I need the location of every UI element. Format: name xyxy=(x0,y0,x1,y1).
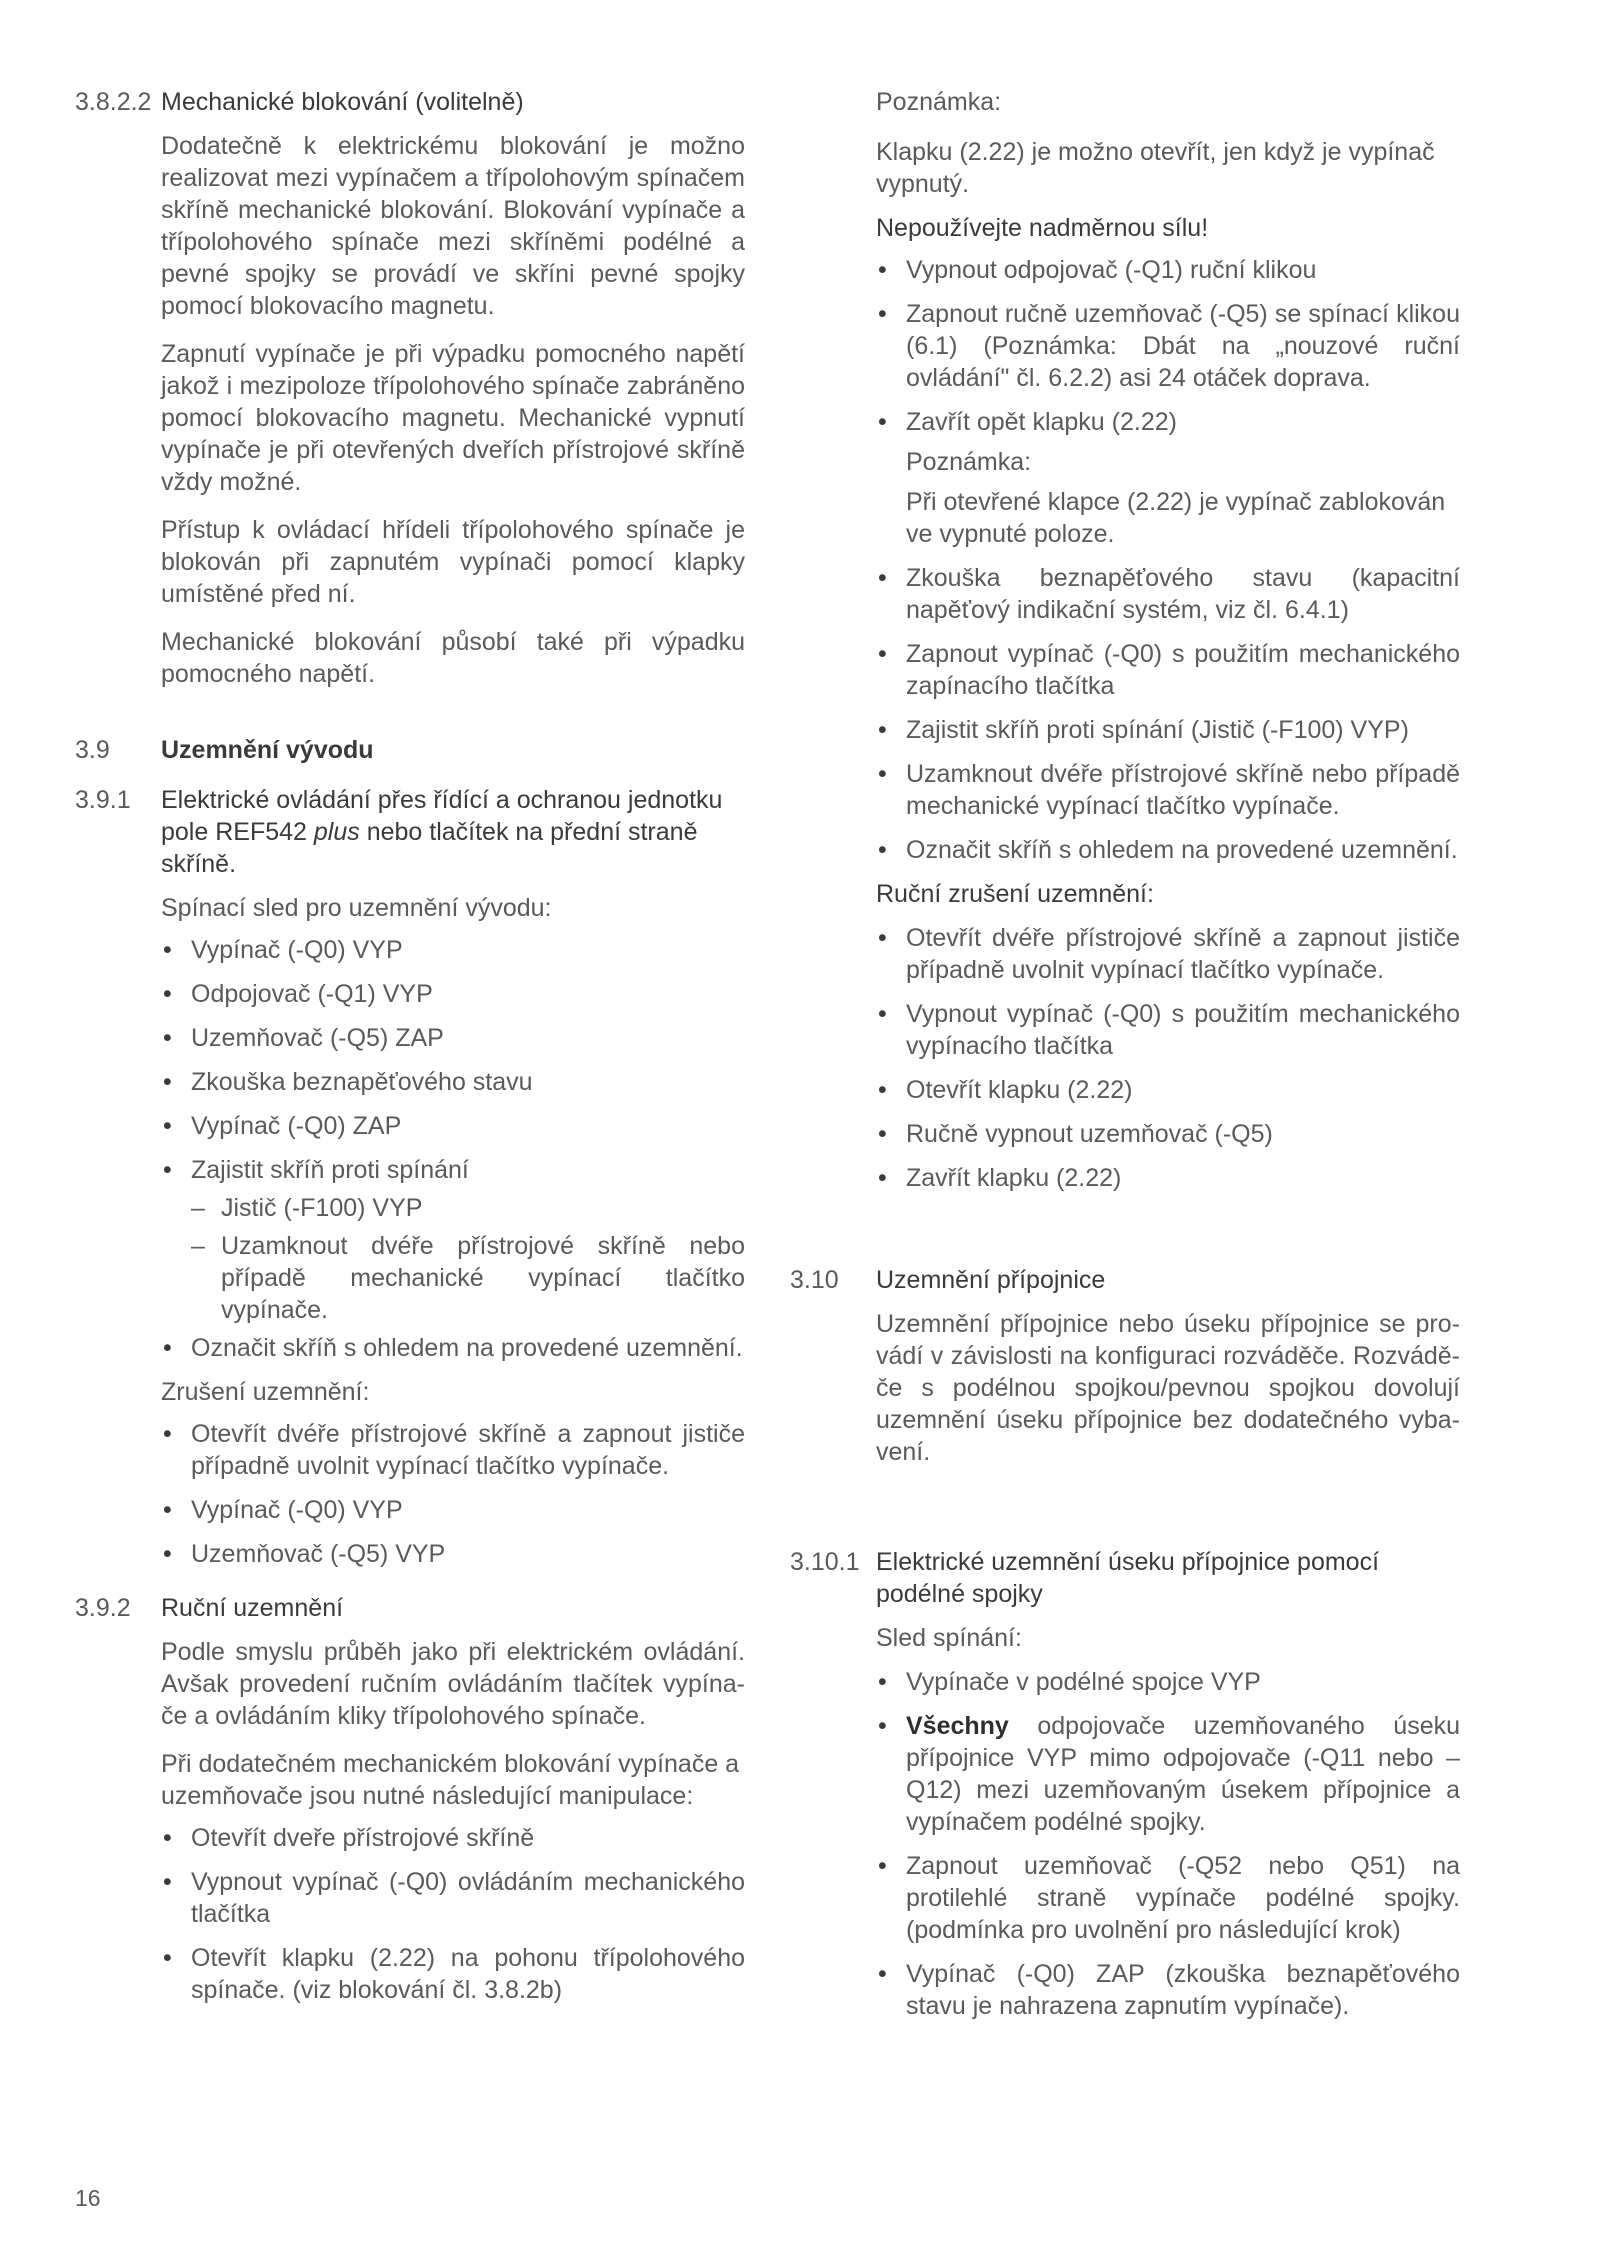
list-item: • Vypínače v podélné spojce VYP xyxy=(876,1666,1460,1698)
list-item: • Ručně vypnout uzemňovač (-Q5) xyxy=(876,1118,1460,1150)
section-3822-body xyxy=(161,130,745,690)
list-item: • Vypnout vypínač (-Q0) ovládáním mechanického tlačítka xyxy=(161,1866,745,1930)
list-item: • Zapnout uzemňovač (-Q52 nebo Q51) na protilehlé straně vypínače podélné spojky. (podmínka pro uvolnění pro následující krok) xyxy=(876,1850,1460,1946)
list-item: • Vypínač (-Q0) VYP xyxy=(161,1494,745,1526)
list-item: • Označit skříň s ohledem na provedené uzemnění. xyxy=(161,1332,745,1364)
section-39-heading xyxy=(75,734,745,766)
section-391-heading xyxy=(75,784,745,880)
list-item xyxy=(876,1710,1460,1838)
list-item: • Zkouška beznapěťového stavu (kapacitní napěťový indikační systém, viz čl. 6.4.1) xyxy=(876,562,1460,626)
emphasis: Všechny xyxy=(906,1712,1009,1740)
list-item-text: Zajistit skříň proti spínání xyxy=(191,1156,469,1184)
section-title: Elektrické uzemnění úseku přípojnice pomocí podélné spojky xyxy=(876,1548,1380,1608)
list-item xyxy=(876,406,1460,550)
dash-list xyxy=(191,1192,745,1326)
list-item: • Uzemňovač (-Q5) VYP xyxy=(161,1538,745,1570)
warning-text: Nepoužívejte nadměrnou sílu! xyxy=(876,214,1209,242)
manual-earthing-list xyxy=(876,254,1460,866)
section-number: 3.10 xyxy=(790,1266,839,1294)
paragraph: Sled spínání: xyxy=(876,1624,1022,1652)
right-column xyxy=(790,86,1460,2034)
dash-item: – Uzamknout dvéře přístrojové skříně nebo případě mechanické vypínací tlačítko vypínače. xyxy=(191,1230,745,1326)
manual-steps-list xyxy=(161,1822,745,2006)
list-item: • Zavřít klapku (2.22) xyxy=(876,1162,1460,1194)
title-part: Elektrické ovládání přes řídící a ochranou jednotku pole REF542 xyxy=(161,786,723,846)
switching-sequence-list xyxy=(161,934,745,1364)
section-310-heading xyxy=(790,1264,1460,1296)
section-title: Ruční uzemnění xyxy=(161,1594,344,1622)
list-item: • Uzemňovač (-Q5) ZAP xyxy=(161,1022,745,1054)
paragraph: Při dodatečném mechanickém blokování vypínače a uzemňovače jsou nutné následující manipulace: xyxy=(161,1750,740,1810)
manual-cancel-title: Ruční zrušení uzemnění: xyxy=(876,880,1154,908)
paragraph: Zrušení uzemnění: xyxy=(161,1378,370,1406)
list-item: • Otevřít klapku (2.22) na pohonu třípolohového spínače. (viz blokování čl. 3.8.2b) xyxy=(161,1942,745,2006)
list-item: • Uzamknout dvéře přístrojové skříně nebo případě mechanické vypínací tlačítko vypínače. xyxy=(876,758,1460,822)
list-item: • Zapnout ručně uzemňovač (-Q5) se spínací klikou (6.1) (Poznámka: Dbát na „nouzové ruční ovládání" čl. 6.2.2) asi 24 otáček doprava. xyxy=(876,298,1460,394)
list-item: • Označit skříň s ohledem na provedené uzemnění. xyxy=(876,834,1460,866)
note-block xyxy=(876,86,1460,244)
sub-note-label: Poznámka: xyxy=(906,448,1032,476)
cancel-list xyxy=(161,1418,745,1570)
manual-cancel-list xyxy=(876,922,1460,1194)
list-item-text: odpojovače uzemňovaného úseku přípojnice VYP mimo odpojovače (-Q11 nebo – Q12) mezi uzemňovaným úsekem přípojnice a vypínačem podélné spojky. xyxy=(906,1712,1460,1836)
section-392-heading xyxy=(75,1592,745,1624)
list-item: • Vypnout odpojovač (-Q1) ruční klikou xyxy=(876,254,1460,286)
list-item: • Vypnout vypínač (-Q0) s použitím mechanického vypínacího tlačítka xyxy=(876,998,1460,1062)
section-number: 3.9.1 xyxy=(75,786,131,814)
paragraph: Zapnutí vypínače je při výpadku pomocného napětí jakož i mezipoloze třípolohového spínače zabráněno pomocí blokovacího magnetu. Mechanické vypnutí vypínače je při otevřených dveřích přístrojové skříně vždy možné. xyxy=(161,340,745,496)
list-item: • Odpojovač (-Q1) VYP xyxy=(161,978,745,1010)
list-item: • Zkouška beznapěťového stavu xyxy=(161,1066,745,1098)
section-title: Mechanické blokování (volitelně) xyxy=(161,88,524,116)
list-item: • Vypínač (-Q0) ZAP (zkouška beznapěťového stavu je nahrazena zapnutím vypínače). xyxy=(876,1958,1460,2022)
section-number: 3.9 xyxy=(75,736,110,764)
list-item-text: Zavřít opět klapku (2.22) xyxy=(906,408,1177,436)
section-number: 3.9.2 xyxy=(75,1594,131,1622)
section-number: 3.10.1 xyxy=(790,1548,860,1576)
left-column xyxy=(75,86,745,2018)
paragraph: Dodatečně k elektrickému blokování je možno realizovat mezi vypínačem a třípolohovým spínačem skříně mechanické blokování. Blokování vypínače a třípolohového spínače mezi skříněmi podélné a pevné spojky se provádí ve skříni pevné spojky pomocí blokovacího magnetu. xyxy=(161,132,745,320)
paragraph: Přístup k ovládací hřídeli třípolohového spínače je blokován při zapnutém vypínači pomocí klapky umístěné před ní. xyxy=(161,516,745,608)
list-item: • Otevřít dvéře přístrojové skříně a zapnout jističe případně uvolnit vypínací tlačítko vypínače. xyxy=(161,1418,745,1482)
paragraph: Podle smyslu průběh jako při elektrickém ovládání. Avšak provedení ručním ovládáním tlačítek vypína- če a ovládáním kliky třípolohového spínače. xyxy=(161,1638,745,1730)
list-item: • Zapnout vypínač (-Q0) s použitím mechanického zapínacího tlačítka xyxy=(876,638,1460,702)
dash-item: – Jistič (-F100) VYP xyxy=(191,1192,745,1224)
section-title xyxy=(161,784,745,880)
list-item: • Zajistit skříň proti spínání (Jistič (-F100) VYP) xyxy=(876,714,1460,746)
section-3822-heading xyxy=(75,86,745,118)
section-title: Uzemnění vývodu xyxy=(161,736,374,764)
busbar-sequence-list xyxy=(876,1666,1460,2022)
paragraph: Mechanické blokování působí také při výpadku pomocného napětí. xyxy=(161,628,745,688)
list-item: • Otevřít klapku (2.22) xyxy=(876,1074,1460,1106)
section-3101-intro-wrap xyxy=(876,1622,1460,1654)
paragraph: Uzemnění přípojnice nebo úseku přípojnice se pro- vádí v závislosti na konfiguraci rozváděče. Rozvádě- če s podélnou spojkou/pevnou spojkou dovolují uzemnění úseku přípojnice bez dodatečného vyba- vení. xyxy=(876,1310,1460,1466)
manual-cancel-title-wrap xyxy=(876,878,1460,910)
list-item: • Otevřít dveře přístrojové skříně xyxy=(161,1822,745,1854)
section-391-intro-wrap xyxy=(161,892,745,924)
page-number: 16 xyxy=(75,2185,101,2211)
list-item: • Vypínač (-Q0) VYP xyxy=(161,934,745,966)
title-italic: plus xyxy=(313,818,360,846)
section-number: 3.8.2.2 xyxy=(75,88,152,116)
section-title: Uzemnění přípojnice xyxy=(876,1266,1106,1294)
list-item xyxy=(161,1154,745,1326)
paragraph: Spínací sled pro uzemnění vývodu: xyxy=(161,894,552,922)
title-part: nebo tlačítek na přední straně skříně. xyxy=(161,818,698,878)
section-392-body xyxy=(161,1636,745,1812)
section-310-body xyxy=(876,1308,1460,1468)
list-item: • Otevřít dvéře přístrojové skříně a zapnout jističe případně uvolnit vypínací tlačítko vypínače. xyxy=(876,922,1460,986)
list-item: • Vypínač (-Q0) ZAP xyxy=(161,1110,745,1142)
section-3101-heading xyxy=(790,1546,1460,1610)
sub-note-text: Při otevřené klapce (2.22) je vypínač zablokován ve vypnuté poloze. xyxy=(906,488,1446,548)
note-text: Klapku (2.22) je možno otevřít, jen když je vypínač vypnutý. xyxy=(876,138,1435,198)
note-label: Poznámka: xyxy=(876,88,1002,116)
cancel-title-wrap xyxy=(161,1376,745,1408)
